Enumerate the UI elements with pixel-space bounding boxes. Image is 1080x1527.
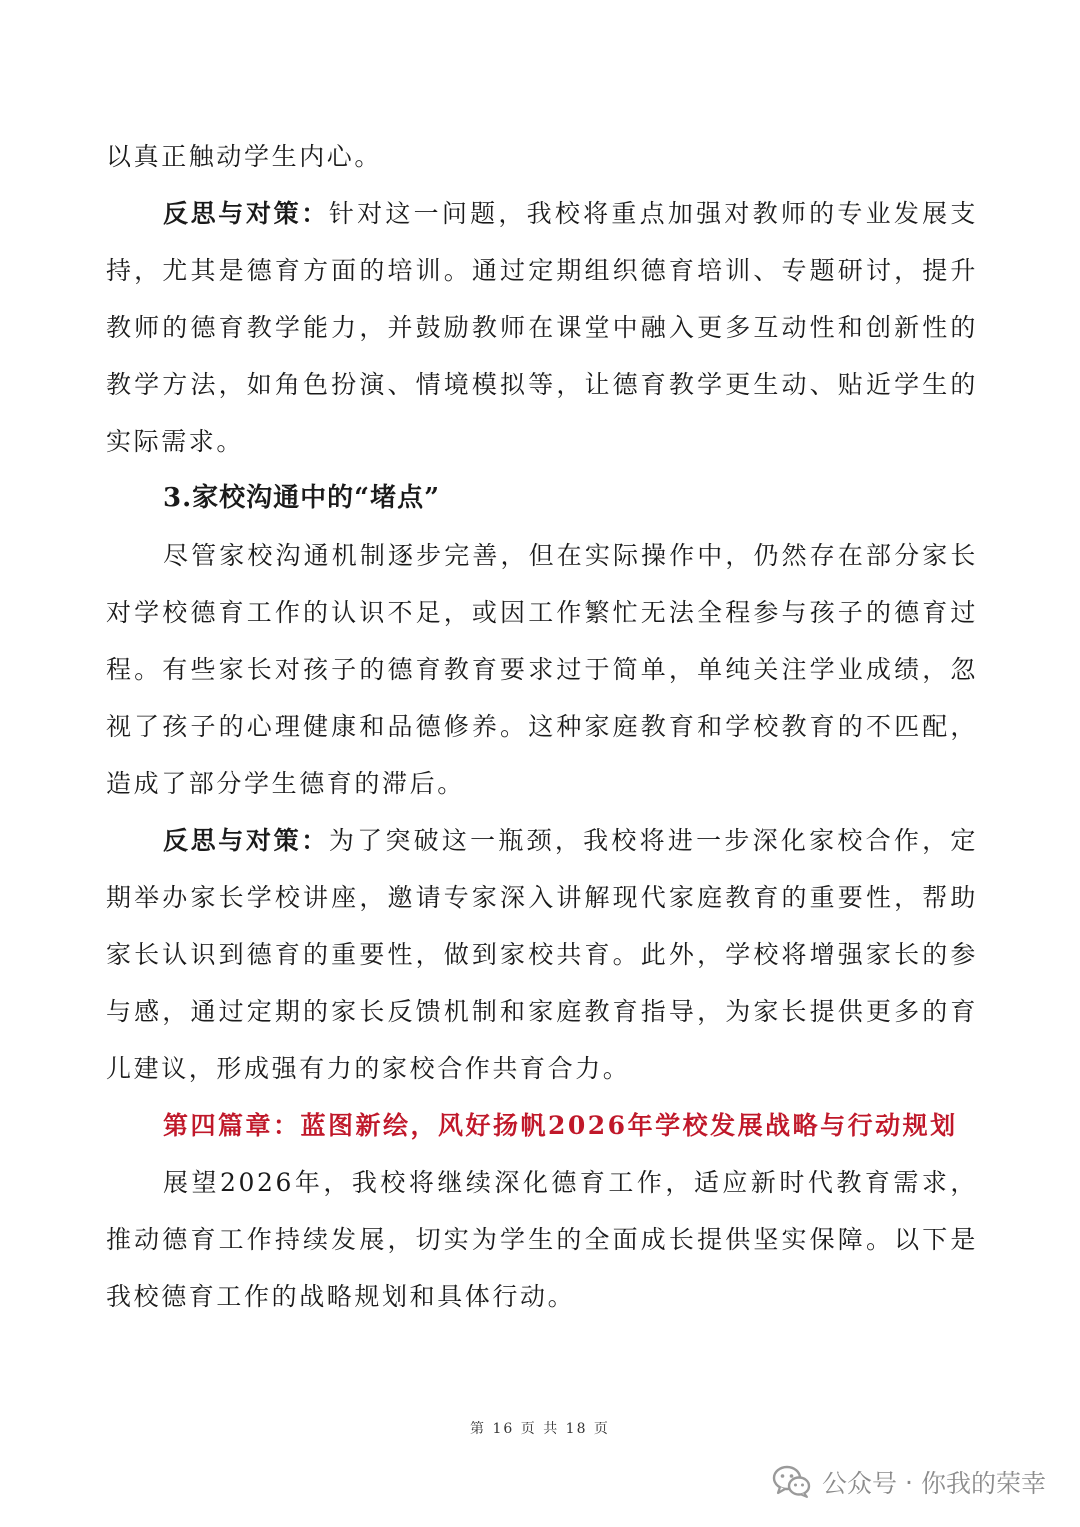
chapter-heading-4: 第四篇章：蓝图新绘，风好扬帆2026年学校发展战略与行动规划 — [163, 1111, 958, 1140]
watermark-account: 你我的荣幸 — [920, 1469, 1046, 1498]
reflection-label: 反思与对策： — [163, 826, 329, 855]
watermark-separator: · — [905, 1467, 913, 1497]
chapter-4-paragraph: 展望2026年，我校将继续深化德育工作，适应新时代教育需求，推动德育工作持续发展，切实为学生的全面成长提供坚实保障。以下是我校德育工作的战略规划和具体行动。 — [106, 1168, 978, 1311]
reflection-text: 为了突破这一瓶颈，我校将进一步深化家校合作，定期举办家长学校讲座，邀请专家深入讲解现代家庭教育的重要性，帮助家长认识到德育的重要性，做到家校共育。此外，学校将增强家长的参与感，通过定期的家长反馈机制和家庭教育指导，为家长提供更多的育儿建议，形成强有力的家校合作共育合力。 — [106, 826, 978, 1083]
paragraph-continuation: 以真正触动学生内心。 — [106, 142, 383, 171]
reflection-paragraph-1 — [106, 185, 978, 470]
section-heading-3: 3.家校沟通中的“堵点” — [163, 483, 441, 513]
section-3-paragraph: 尽管家校沟通机制逐步完善，但在实际操作中，仍然存在部分家长对学校德育工作的认识不足，或因工作繁忙无法全程参与孩子的德育过程。有些家长对孩子的德育教育要求过于简单，单纯关注学业成绩，忽视了孩子的心理健康和品德修养。这种家庭教育和学校教育的不匹配，造成了部分学生德育的滞后。 — [106, 541, 978, 798]
reflection-text: 针对这一问题，我校将重点加强对教师的专业发展支持，尤其是德育方面的培训。通过定期组织德育培训、专题研讨，提升教师的德育教学能力，并鼓励教师在课堂中融入更多互动性和创新性的教学方法，如角色扮演、情境模拟等，让德育教学更生动、贴近学生的实际需求。 — [106, 199, 978, 456]
reflection-label: 反思与对策： — [163, 199, 329, 228]
watermark-source: 公众号 — [822, 1469, 898, 1498]
wechat-watermark — [772, 1462, 1046, 1502]
reflection-paragraph-2 — [106, 812, 978, 1097]
document-body — [106, 128, 978, 1325]
page-number-footer: 第 16 页 共 18 页 — [470, 1421, 610, 1437]
wechat-icon — [772, 1465, 812, 1499]
